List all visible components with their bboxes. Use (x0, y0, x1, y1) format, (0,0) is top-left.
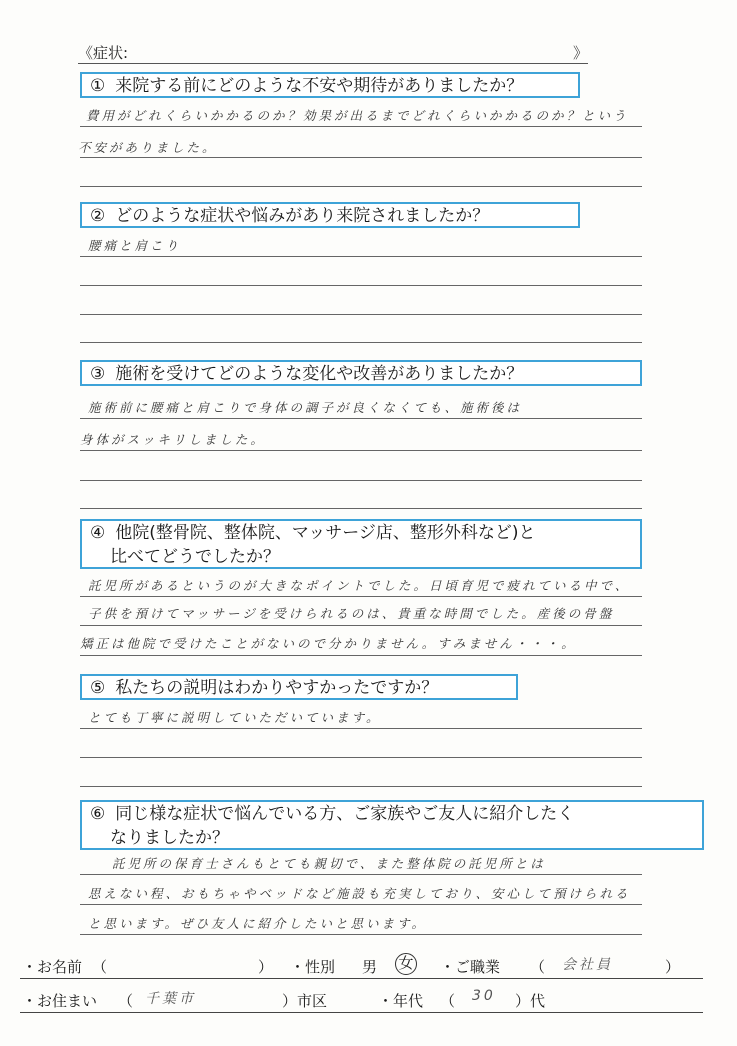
age-label: ・年代 (378, 992, 424, 1010)
gender-male: 男 (362, 958, 378, 976)
question-2-text: どのような症状や悩みがあり来院されましたか？ (115, 206, 490, 226)
answer-line (80, 786, 642, 787)
question-2 (80, 202, 580, 228)
address-label: ・お住まい (22, 992, 98, 1010)
question-6-text-line-2: なりましたか？ (110, 828, 229, 848)
answer-line (80, 904, 642, 905)
answer-line (80, 934, 642, 935)
answer-line (80, 418, 642, 419)
name-open-paren: （ (92, 958, 108, 976)
answer-line (80, 186, 642, 187)
answer-2-line-1: 腰痛と肩こり (88, 238, 182, 253)
question-5 (80, 674, 518, 700)
answer-6-line-3: と思います。ぜひ友人に紹介したいと思います。 (88, 916, 428, 931)
symptom-header (78, 40, 588, 64)
answer-line (80, 508, 642, 509)
answer-1-line-2: 不安がありました。 (78, 140, 218, 155)
answer-3-line-2: 身体がスッキリしました。 (80, 432, 266, 447)
answer-4-line-2: 子供を預けてマッサージを受けられるのは、貴重な時間でした。産後の骨盤 (88, 606, 615, 621)
question-2-number: ② (90, 206, 106, 226)
question-5-text: 私たちの説明はわかりやすかったですか？ (115, 678, 439, 698)
question-6-text-line-1: 同じ様な症状で悩んでいる方、ご家族やご友人に紹介したく (115, 804, 575, 824)
address-open-paren: （ (118, 992, 134, 1010)
question-1-number: ① (90, 76, 106, 96)
job-value: 会社員 (562, 957, 613, 973)
answer-4-line-1: 託児所があるというのが大きなポイントでした。日頃育児で疲れている中で、 (88, 578, 631, 593)
address-value: 千葉市 (145, 991, 196, 1007)
answer-line (80, 874, 642, 875)
question-6-number: ⑥ (90, 804, 106, 824)
question-1-text: 来院する前にどのような不安や期待がありましたか？ (115, 76, 524, 96)
question-3-number: ③ (90, 364, 106, 384)
form-row-line (20, 1012, 703, 1013)
question-3-text: 施術を受けてどのような変化や改善がありましたか？ (115, 364, 524, 384)
answer-line (80, 126, 642, 127)
job-close-paren: ） (665, 958, 681, 976)
question-4-text-line-1: 他院(整骨院、整体院、マッサージ店、整形外科など)と (115, 523, 536, 543)
question-4-number: ④ (90, 523, 106, 543)
answer-5-line-1: とても丁寧に説明していただいています。 (88, 710, 382, 725)
answer-line (80, 596, 642, 597)
form-row-line (20, 978, 703, 979)
answer-1-line-1: 費用がどれくらいかかるのか？効果が出るまでどれくらいかかるのか？という (86, 108, 629, 123)
answer-6-line-2: 思えない程、おもちゃやベッドなど施設も充実しており、安心して預けられる (88, 886, 631, 901)
name-label: ・お名前 (22, 958, 83, 976)
answer-line (80, 314, 642, 315)
name-close-paren: ） (258, 958, 274, 976)
answer-line (80, 285, 642, 286)
answer-line (80, 256, 642, 257)
gender-female-circled: 女 (395, 953, 417, 975)
answer-line (80, 450, 642, 451)
answer-line (80, 157, 642, 158)
answer-line (80, 480, 642, 481)
question-1 (80, 72, 580, 98)
answer-line (80, 728, 642, 729)
age-value: 30 (472, 988, 496, 1004)
answer-4-line-3: 矯正は他院で受けたことがないので分かりません。すみません・・・。 (80, 636, 577, 651)
answer-line (80, 342, 642, 343)
gender-label: ・性別 (290, 958, 336, 976)
age-open-paren: （ (440, 992, 456, 1010)
answer-line (80, 655, 642, 656)
symptom-label: 《症状: (78, 44, 129, 62)
answer-3-line-1: 施術前に腰痛と肩こりで身体の調子が良くなくても、施術後は (88, 400, 523, 415)
question-5-number: ⑤ (90, 678, 106, 698)
address-close-suffix: ）市区 (282, 992, 328, 1010)
gender-female (395, 953, 417, 975)
job-open-paren: （ (530, 958, 546, 976)
question-4 (80, 519, 642, 569)
job-label: ・ご職業 (440, 958, 501, 976)
answer-line (80, 625, 642, 626)
symptom-close-bracket: 》 (572, 44, 588, 62)
question-3 (80, 360, 642, 386)
answer-line (80, 757, 642, 758)
question-6 (80, 800, 704, 850)
question-4-text-line-2: 比べてどうでしたか？ (110, 547, 280, 567)
answer-6-line-1: 託児所の保育士さんもとても親切で、また整体院の託児所とは (112, 856, 546, 871)
age-close-suffix: ）代 (515, 992, 546, 1010)
